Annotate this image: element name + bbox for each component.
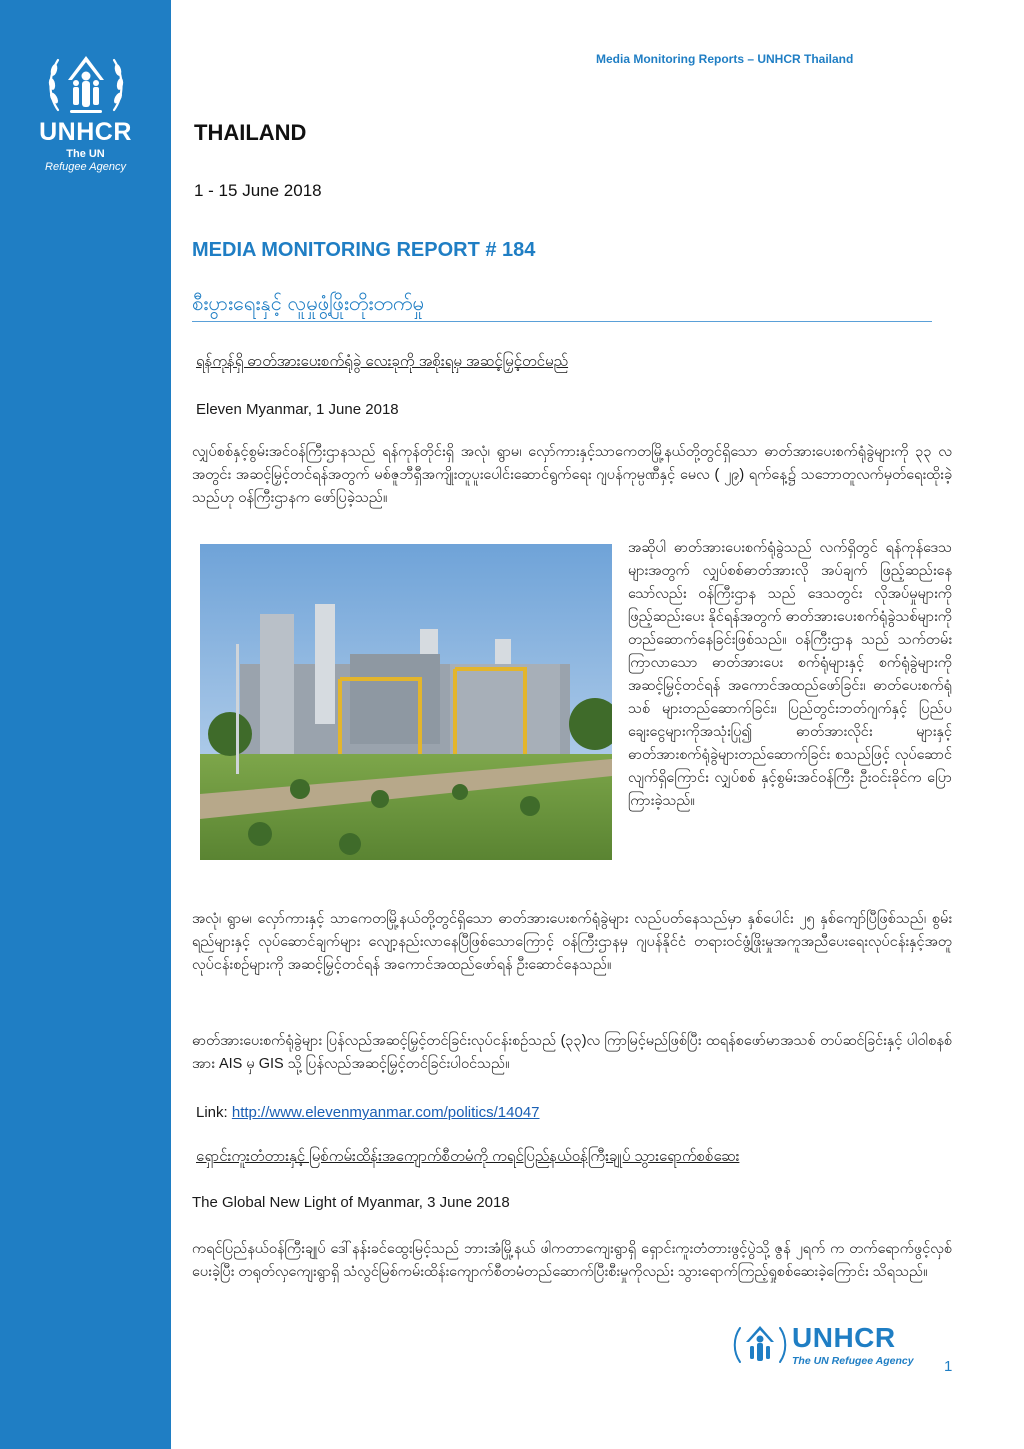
power-plant-photo: [200, 544, 612, 860]
section-divider: [192, 321, 932, 322]
article-2-paragraph-1: ကရင်ပြည်နယ်ဝန်ကြီးချုပ် ဒေါ်နန်းခင်ထွေးမြင့်သည် ဘားအံမြို့နယ် ဖါကတာကျေးရွာရှိ ရှောင်းကူးတံတားဖွင့်ပွဲသို့ ဇွန် ၂ရက် က တက်ရောက်ဖွင့်လှစ်ပေးခဲ့ပြီး တရုတ်လှကျေးရွာရှိ သံလွင်မြစ်ကမ်းထိန်းကျောက်စီတမံတည်ဆောက်ပြီးစီးမှုကိုလည်း သွားရောက်ကြည့်ရှုစစ်ဆေးခဲ့ကြောင်း သိရသည်။: [192, 1241, 952, 1280]
sidebar-org-name: UNHCR: [39, 118, 132, 146]
article-1-paragraph-2: အဆိုပါ ဓာတ်အားပေးစက်ရုံခွဲသည် လက်ရှိတွင် ရန်ကုန်ဒေသများအတွက် လျှပ်စစ်ဓာတ်အားလို အပ်ချက် ဖြည့်ဆည်းနေသော်လည်း ဝန်ကြီးဌာန သည် ဒေသတွင်း လိုအပ်မှုများကို ဖြည့်ဆည်းပေး နိုင်ရန်အတွက် ဓာတ်အားပေးစက်ရုံခွဲသစ်များကို တည်ဆောက်နေခြင်းဖြစ်သည်။ ဝန်ကြီးဌာန သည် သက်တမ်းကြာလာသော ဓာတ်အားပေး စက်ရုံများနှင့် စက်ရုံခွဲများကို အဆင့်မြှင့်တင်ရန် အကောင်အထည်ဖော်ခြင်း၊ ဓာတ်ပေးစက်ရုံသစ် များတည်ဆောက်ခြင်း၊ ပြည်တွင်းဘတ်ဂျက်နှင့် ပြည်ပချေးငွေများကိုအသုံးပြု၍ ဓာတ်အားလိုင်း များနှင့် ဓာတ်အားစက်ရုံခွဲများတည်ဆောက်ခြင်း စသည်ဖြင့် လုပ်ဆောင်လျက်ရှိကြောင်း လျှပ်စစ် နှင့်စွမ်းအင်ဝန်ကြီး ဦးဝင်းခိုင်က ပြောကြားခဲ့သည်။: [628, 540, 952, 809]
article-1-paragraph-4: ဓာတ်အားပေးစက်ရုံခွဲများ ပြန်လည်အဆင့်မြှင့်တင်ခြင်းလုပ်ငန်းစဉ်သည် (၃၃)လ ကြာမြင့်မည်ဖြစ်ပြီး ထရန်စဖော်မာအသစ် တပ်ဆင်ခြင်းနှင့် ပါဝါစနစ်အား AIS မှ GIS သို့ ပြန်လည်အဆင့်မြှင့်တင်ခြင်းပါဝင်သည်။: [192, 1033, 952, 1072]
article-1-link-row: [196, 1104, 540, 1121]
sidebar: [0, 0, 171, 1449]
unhcr-emblem-icon: [46, 50, 126, 118]
article-1-paragraph-3: အလုံ၊ ရွာမ၊ လှော်ကားနှင့် သာကေတမြို့နယ်တို့တွင်ရှိသော ဓာတ်အားပေးစက်ရုံခွဲများ လည်ပတ်နေသည်မှာ နှစ်ပေါင်း ၂၅ နှစ်ကျော်ပြီဖြစ်သည်၊ စွမ်းရည်များနှင့် လုပ်ဆောင်ချက်များ လျော့နည်းလာနေပြီဖြစ်သောကြောင့် ဝန်ကြီးဌာနမှ ဂျပန်နိုင်ငံ တရားဝင်ဖွံ့ဖြိုးမှုအကူအညီပေးရေးလုပ်ငန်းနှင့်အတူ လုပ်ငန်းစဉ်များကို အဆင့်မြှင့်တင်ရန် အကောင်အထည်ဖော်ရန် ဦးဆောင်နေသည်။: [192, 911, 952, 973]
sidebar-tagline-line1: The UN: [66, 148, 105, 160]
header-note: Media Monitoring Reports – UNHCR Thailand: [596, 52, 854, 66]
section-title: စီးပွားရေးနှင့် လူမှုဖွံ့ဖြိုးတိုးတက်မှု: [192, 293, 424, 315]
article-1-headline: ရန်ကုန်ရှိ ဓာတ်အားပေးစက်ရုံခွဲ လေးခုကို အစိုးရမှ အဆင့်မြှင့်တင်မည်: [196, 353, 569, 370]
footer-logo-name: UNHCR: [792, 1322, 896, 1353]
power-plant-image: [200, 544, 612, 860]
page-number: 1: [944, 1358, 953, 1375]
article-1-paragraph-1: လျှပ်စစ်နှင့်စွမ်းအင်ဝန်ကြီးဌာနသည် ရန်ကုန်တိုင်းရှိ အလုံ၊ ရွာမ၊ လှော်ကားနှင့်သာကေတမြို့နယ်တို့တွင်ရှိသော ဓာတ်အားပေးစက်ရုံခွဲများကို ၃၃ လအတွင်း အဆင့်မြှင့်တင်ရန်အတွက် မစ်ဇူဘီရှီအကျိုးတူပူးပေါင်းဆောင်ရွက်ရေး ဂျပန်ကုမ္ပဏီနှင့် မေလ ( ၂၉) ရက်နေ့၌ သဘောတူလက်မှတ်ရေးထိုးခဲ့သည်ဟု ဝန်ကြီးဌာနက ဖော်ပြခဲ့သည်။: [192, 444, 952, 506]
report-country: THAILAND: [194, 120, 307, 145]
article-1-link-label: Link:: [196, 1104, 228, 1121]
footer-logo-tagline: The UN Refugee Agency: [792, 1355, 914, 1367]
report-title: MEDIA MONITORING REPORT # 184: [192, 239, 536, 261]
footer-logo: [732, 1322, 918, 1370]
report-date-range: 1 - 15 June 2018: [194, 181, 322, 200]
article-2-source: The Global New Light of Myanmar, 3 June 2018: [192, 1194, 510, 1211]
article-1-source: Eleven Myanmar, 1 June 2018: [196, 401, 399, 418]
article-1-link[interactable]: http://www.elevenmyanmar.com/politics/14047: [231, 1104, 540, 1121]
article-2-headline: ရှောင်းကူးတံတားနှင့် မြစ်ကမ်းထိန်းအကျောက်စီတမံကို ကရင်ပြည်နယ်ဝန်ကြီးချုပ် သွားရောက်စစ်ဆေး: [196, 1148, 740, 1165]
sidebar-tagline-line2: Refugee Agency: [45, 161, 126, 173]
